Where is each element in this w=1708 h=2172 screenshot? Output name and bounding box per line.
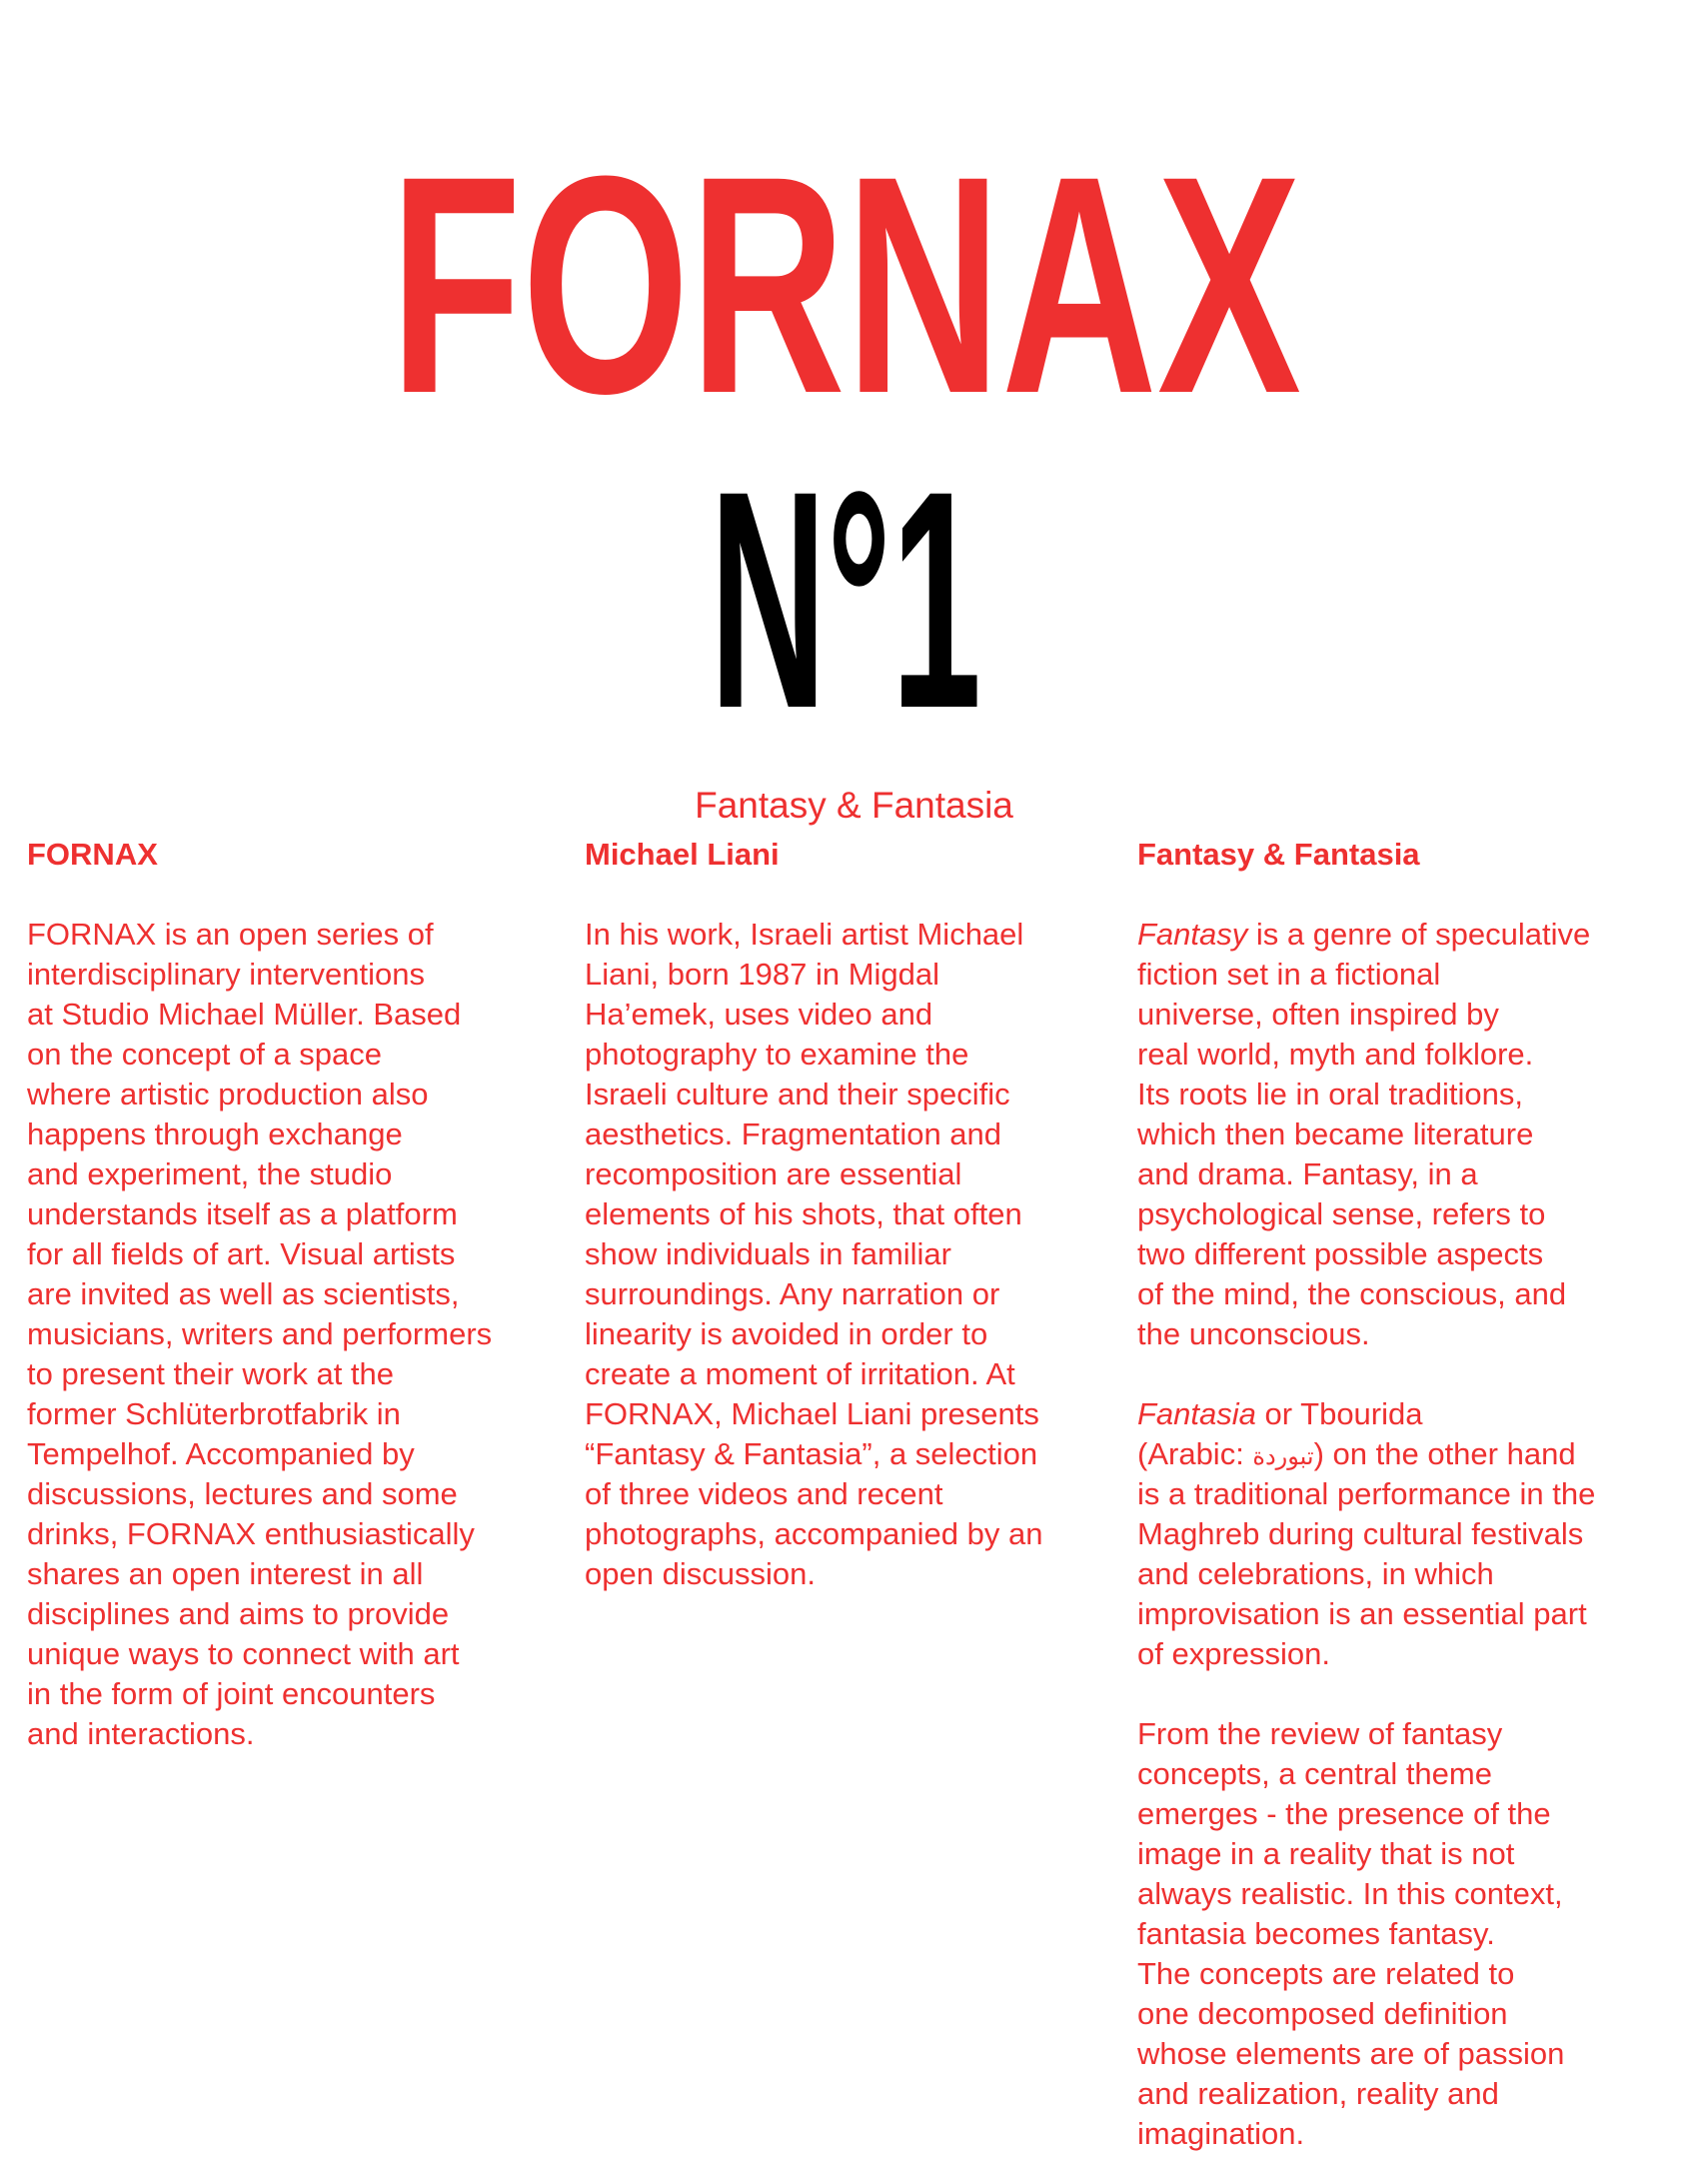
arabic-text: تبوردة	[1252, 1443, 1314, 1470]
text-span: (Arabic:	[1137, 1436, 1253, 1471]
text-line: and celebrations, in which	[1137, 1556, 1494, 1591]
text-line: create a moment of irritation. At	[585, 1356, 1015, 1391]
text-line: where artistic production also	[27, 1077, 429, 1111]
italic-term: Fantasy	[1137, 917, 1248, 952]
text-line: Maghreb during cultural festivals	[1137, 1516, 1584, 1551]
text-line: fiction set in a fictional	[1137, 957, 1441, 992]
column-heading: Michael Liani	[585, 837, 780, 872]
text-line: and interactions.	[27, 1716, 255, 1751]
column-fantasy-fantasia	[1137, 835, 1677, 2154]
text-line: understands itself as a platform	[27, 1196, 458, 1231]
text-span: ) on the other hand	[1313, 1436, 1576, 1471]
text-line: Ha’emek, uses video and	[585, 997, 933, 1032]
paragraph-gap	[1137, 1674, 1677, 1714]
text-line: at Studio Michael Müller. Based	[27, 997, 462, 1032]
text-line: interdisciplinary interventions	[27, 957, 426, 992]
text-line: show individuals in familiar	[585, 1236, 951, 1271]
paragraph-gap	[1137, 1354, 1677, 1394]
text-line: the unconscious.	[1137, 1316, 1370, 1351]
paragraph	[27, 915, 567, 1754]
text-line: disciplines and aims to provide	[27, 1596, 450, 1631]
text-line: FORNAX is an open series of	[27, 917, 434, 952]
paragraph	[1137, 915, 1677, 1354]
paragraph	[1137, 1394, 1677, 1674]
text-line: and experiment, the studio	[27, 1156, 393, 1191]
text-line: “Fantasy & Fantasia”, a selection	[585, 1436, 1038, 1471]
text-line: and drama. Fantasy, in a	[1137, 1156, 1478, 1191]
text-line: discussions, lectures and some	[27, 1476, 458, 1511]
text-line	[1137, 1434, 1677, 1474]
text-line: psychological sense, refers to	[1137, 1196, 1546, 1231]
text-line: of three videos and recent	[585, 1476, 943, 1511]
text-line: Tempelhof. Accompanied by	[27, 1436, 415, 1471]
text-line: In his work, Israeli artist Michael	[585, 917, 1024, 952]
text-line: imagination.	[1137, 2116, 1305, 2151]
text-line: photography to examine the	[585, 1037, 969, 1072]
text-line: whose elements are of passion	[1137, 2036, 1565, 2071]
text-line: linearity is avoided in order to	[585, 1316, 988, 1351]
paragraph	[585, 915, 1124, 1594]
paragraph	[1137, 1714, 1677, 2154]
italic-term: Fantasia	[1137, 1396, 1256, 1431]
text-line: elements of his shots, that often	[585, 1196, 1022, 1231]
column-heading: Fantasy & Fantasia	[1137, 837, 1420, 872]
text-line: Liani, born 1987 in Migdal	[585, 957, 940, 992]
text-line: improvisation is an essential part	[1137, 1596, 1587, 1631]
text-line: which then became literature	[1137, 1116, 1534, 1151]
text-line: happens through exchange	[27, 1116, 403, 1151]
text-line: aesthetics. Fragmentation and	[585, 1116, 1002, 1151]
text-line: unique ways to connect with art	[27, 1636, 460, 1671]
issue-number	[700, 426, 999, 773]
text-line: and realization, reality and	[1137, 2076, 1499, 2111]
text-line: photographs, accompanied by an	[585, 1516, 1043, 1551]
text-line: FORNAX, Michael Liani presents	[585, 1396, 1039, 1431]
text-line: always realistic. In this context,	[1137, 1876, 1563, 1911]
logo-text: FORNAX	[390, 111, 1303, 458]
subtitle: Fantasy & Fantasia	[695, 785, 1013, 826]
text-line: concepts, a central theme	[1137, 1756, 1492, 1791]
text-line: to present their work at the	[27, 1356, 395, 1391]
text-line: are invited as well as scientists,	[27, 1276, 460, 1311]
column-michael-liani	[585, 835, 1124, 1594]
issue-text: N°1	[710, 426, 981, 773]
text-line: recomposition are essential	[585, 1156, 962, 1191]
text-line: universe, often inspired by	[1137, 997, 1499, 1032]
text-line: surroundings. Any narration or	[585, 1276, 1000, 1311]
text-line: of expression.	[1137, 1636, 1330, 1671]
text-line: on the concept of a space	[27, 1037, 383, 1072]
column-fornax	[27, 835, 567, 1754]
text-line: fantasia becomes fantasy.	[1137, 1916, 1495, 1951]
column-heading: FORNAX	[27, 837, 158, 872]
text-line: From the review of fantasy	[1137, 1716, 1503, 1751]
fornax-logo	[390, 111, 1309, 458]
text-line: one decomposed definition	[1137, 1996, 1508, 2031]
text-span: is a genre of speculative	[1247, 917, 1591, 952]
text-span: or Tbourida	[1255, 1396, 1423, 1431]
text-line	[1137, 915, 1677, 955]
text-line: in the form of joint encounters	[27, 1676, 436, 1711]
text-line: image in a reality that is not	[1137, 1836, 1515, 1871]
text-line: Its roots lie in oral traditions,	[1137, 1077, 1523, 1111]
text-line: shares an open interest in all	[27, 1556, 424, 1591]
text-line: two different possible aspects	[1137, 1236, 1544, 1271]
text-line: The concepts are related to	[1137, 1956, 1515, 1991]
text-line: open discussion.	[585, 1556, 816, 1591]
text-line: for all fields of art. Visual artists	[27, 1236, 456, 1271]
text-line: real world, myth and folklore.	[1137, 1037, 1534, 1072]
text-line: former Schlüterbrotfabrik in	[27, 1396, 401, 1431]
text-line: Israeli culture and their specific	[585, 1077, 1010, 1111]
text-line: musicians, writers and performers	[27, 1316, 493, 1351]
text-line	[1137, 1394, 1677, 1434]
text-line: emerges - the presence of the	[1137, 1796, 1551, 1831]
text-line: drinks, FORNAX enthusiastically	[27, 1516, 475, 1551]
text-line: is a traditional performance in the	[1137, 1476, 1596, 1511]
text-line: of the mind, the conscious, and	[1137, 1276, 1567, 1311]
